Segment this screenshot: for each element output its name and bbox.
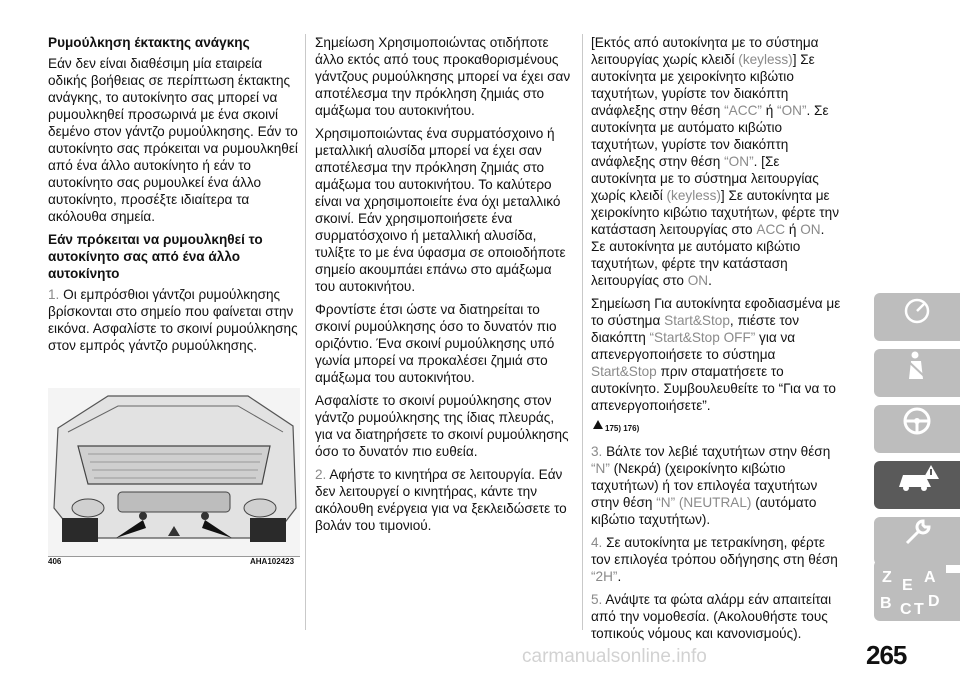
tab-maintenance[interactable] bbox=[874, 517, 960, 565]
text-run: “ACC” bbox=[724, 103, 762, 118]
svg-text:T: T bbox=[914, 601, 924, 618]
text-run: . bbox=[617, 569, 622, 584]
step-number: 4. bbox=[591, 535, 603, 550]
steering-wheel-icon bbox=[901, 405, 933, 437]
watermark: carmanualsonline.info bbox=[522, 646, 707, 667]
step-text: Αφήστε το κινητήρα σε λειτουργία. Εάν δεν λειτουργεί ο κινητήρας, κάντε την ακόλουθη ενέργεια για να ξεκλειδώσετε το βολάν του τιμονιού. bbox=[315, 467, 567, 533]
note-paragraph: Σημείωση Χρησιμοποιώντας οτιδήποτε άλλο εκτός από τους προκαθορισμένους γάντζους ρυμούλκησης μπορεί να έχει σαν αποτέλεσμα την πρόκληση ζημιάς στο αμάξωμα του αυτοκινήτου. bbox=[315, 35, 571, 118]
column-divider bbox=[582, 34, 583, 630]
step-number: 3. bbox=[591, 444, 603, 459]
paragraph: Φροντίστε έτσι ώστε να διατηρείται το σκοινί ρυμούλκησης όσο το δυνατόν πιο οριζόντιο. Ένα σκοινί ρυμούλκησης υπό γωνία μπορεί να προκαλέσει ζημιά στο αμάξωμα του αυτοκινήτου. bbox=[315, 302, 557, 385]
text-run: “N” bbox=[591, 461, 610, 476]
text-run: (keyless) bbox=[738, 52, 793, 67]
wrench-icon bbox=[901, 517, 933, 549]
text-run: για να απενεργοποιήσετε το σύστημα bbox=[591, 330, 796, 362]
text-run: Σε αυτοκίνητα με τετρακίνηση, φέρτε τον επιλογέα τρόπου οδήγησης στη θέση bbox=[591, 535, 838, 567]
step-2 bbox=[315, 466, 573, 534]
car-warning-icon bbox=[895, 461, 939, 493]
column-right bbox=[591, 34, 841, 648]
tab-dashboard[interactable] bbox=[874, 293, 960, 341]
text-run: “ON” bbox=[724, 154, 754, 169]
text-run: . Σε αυτοκίνητα με αυτόματο κιβώτιο ταχυτήτων, γυρίστε τον διακόπτη ανάφλεξης στην θέση bbox=[591, 103, 829, 169]
text-run: “ON” bbox=[777, 103, 807, 118]
seatbelt-icon bbox=[901, 349, 933, 381]
svg-text:Z: Z bbox=[882, 569, 892, 586]
text-run: ή bbox=[761, 103, 778, 118]
step-number: 5. bbox=[591, 592, 603, 607]
text-run: (keyless) bbox=[666, 188, 721, 203]
step-number: 1. bbox=[48, 287, 60, 302]
text-run: . bbox=[708, 273, 712, 288]
svg-text:B: B bbox=[880, 595, 892, 612]
svg-text:D: D bbox=[928, 593, 940, 610]
figure-code: AHA102423 bbox=[250, 557, 295, 566]
text-run: “Start&Stop OFF” bbox=[649, 330, 756, 345]
text-run: (αυτόματο κιβώτιο ταχυτήτων). bbox=[591, 495, 817, 527]
text-run: Start&Stop bbox=[591, 364, 657, 379]
text-run: ή bbox=[785, 222, 801, 237]
text-run: ON bbox=[687, 273, 709, 288]
text-run: ] Σε αυτοκίνητα με χειροκίνητο κιβώτιο ταχυτήτων, γυρίστε τον διακόπτη ανάφλεξης στην θέση bbox=[591, 52, 815, 118]
step-3 bbox=[591, 443, 841, 528]
paragraph: Χρησιμοποιώντας ένα συρματόσχοινο ή μεταλλική αλυσίδα μπορεί να έχει σαν αποτέλεσμα την πρόκληση ζημιάς στο αμάξωμα του αυτοκινήτου. Το καλύτερο είναι να χρησιμοποιείτε ένα όχι μεταλλικό σκοινί. Εάν χρησιμοποιήσετε ένα συρματόσχοινο ή μεταλλική αλυσίδα, τυλίξτε το με ένα ύφασμα σε οποιοδήποτε σημείο ακουμπάει επάνω στο αμάξωμα του αυτοκινήτου. bbox=[315, 126, 566, 294]
column-divider bbox=[305, 34, 306, 630]
startstop-note bbox=[591, 295, 841, 414]
text-run: (NEUTRAL) bbox=[678, 495, 752, 510]
step-number: 2. bbox=[315, 467, 327, 482]
svg-text:C: C bbox=[900, 601, 912, 618]
towing-hook-illustration bbox=[48, 388, 300, 557]
subsection-heading: Εάν πρόκειται να ρυμουλκηθεί το αυτοκίνητο σας από ένα άλλο αυτοκίνητο bbox=[48, 232, 263, 281]
column-middle bbox=[315, 34, 573, 540]
index-letters-icon bbox=[874, 560, 946, 618]
gauge-icon bbox=[901, 293, 933, 325]
figure-page-ref: 406 bbox=[48, 557, 62, 566]
text-run: . [Σε αυτοκίνητα με το σύστημα λειτουργίας χωρίς κλειδί bbox=[591, 154, 819, 203]
step-1 bbox=[48, 286, 298, 354]
text-run: πριν σταματήσετε το αυτοκίνητο. Συμβουλευθείτε το “Για να το απενεργοποιήσετε”. bbox=[591, 364, 836, 413]
text-run: ACC bbox=[756, 222, 786, 237]
text-run: “N” bbox=[656, 495, 676, 510]
column-left bbox=[48, 34, 298, 360]
text-run: (Νεκρά) (χειροκίνητο κιβώτιο ταχυτήτων) ή τον επιλογέα ταχυτήτων στην θέση bbox=[591, 461, 818, 510]
text-run: Βάλτε τον λεβιέ ταχυτήτων στην θέση bbox=[602, 444, 831, 459]
text-run: . Σε αυτοκίνητα με αυτόματο κιβώτιο ταχυτήτων, φέρτε την κατάσταση λειτουργίας στο bbox=[591, 222, 825, 288]
svg-text:E: E bbox=[902, 577, 913, 594]
text-run: “2H” bbox=[591, 569, 618, 584]
section-heading: Ρυμούλκηση έκτακτης ανάγκης bbox=[48, 35, 250, 50]
tab-index[interactable] bbox=[874, 560, 946, 618]
step-4 bbox=[591, 534, 841, 585]
intro-paragraph: Εάν δεν είναι διαθέσιμη μία εταιρεία οδικής βοήθειας σε περίπτωση έκτακτης ανάγκης, το αυτοκίνητο σας μπορεί να ρυμουλκηθεί προσωρινά με ένα σκοινί δεμένο στον γάντζο ρυμούλκησης. Εάν το αυτοκίνητο σας πρόκειται να ρυμουλκηθεί από ένα άλλο αυτοκίνητο ή εάν το αυτοκίνητο σας ρυμουλκεί ένα άλλο αυτοκίνητο, προσέξτε ιδιαίτερα τα ακόλουθα σημεία. bbox=[48, 56, 298, 224]
ignition-paragraph bbox=[591, 34, 841, 289]
tab-starting-driving[interactable] bbox=[874, 405, 960, 453]
step-text: Ανάψτε τα φώτα αλάρμ εάν απαιτείται από την νομοθεσία. (Ακολουθήστε τους τοπικούς νόμους και κανονισμούς). bbox=[591, 592, 832, 641]
tab-safety[interactable] bbox=[874, 349, 960, 397]
paragraph: Ασφαλίστε το σκοινί ρυμούλκησης στον γάντζο ρυμούλκησης της ίδιας πλευράς, για να διατηρήσετε το σκοινί ρυμούλκησης όσο το δυνατόν πιο ευθεία. bbox=[315, 393, 569, 459]
text-run: [Εκτός από αυτοκίνητα με το σύστημα λειτουργίας χωρίς κλειδί bbox=[591, 35, 819, 67]
text-run: ON bbox=[800, 222, 821, 237]
warning-reference: 175) 176) bbox=[605, 420, 841, 437]
text-run: Σημείωση Για αυτοκίνητα εφοδιασμένα με το σύστημα bbox=[591, 296, 841, 328]
text-run: Start&Stop bbox=[664, 313, 730, 328]
text-run: ] Σε αυτοκίνητα με χειροκίνητο κιβώτιο ταχυτήτων, φέρτε την κατάσταση λειτουργίας στο bbox=[591, 188, 840, 237]
svg-text:A: A bbox=[924, 569, 936, 586]
text-run: , πιέστε τον διακόπτη bbox=[591, 313, 800, 345]
page-number: 265 bbox=[866, 640, 907, 670]
step-5 bbox=[591, 591, 841, 642]
car-front-drawing bbox=[48, 388, 300, 556]
tab-emergency[interactable] bbox=[874, 461, 960, 509]
step-text: Οι εμπρόσθιοι γάντζοι ρυμούλκησης βρίσκονται στο σημείο που φαίνεται στην εικόνα. Ασφαλίστε το σκοινί ρυμούλκησης στον εμπρός γάντζο ρυμούλκησης. bbox=[48, 287, 298, 353]
